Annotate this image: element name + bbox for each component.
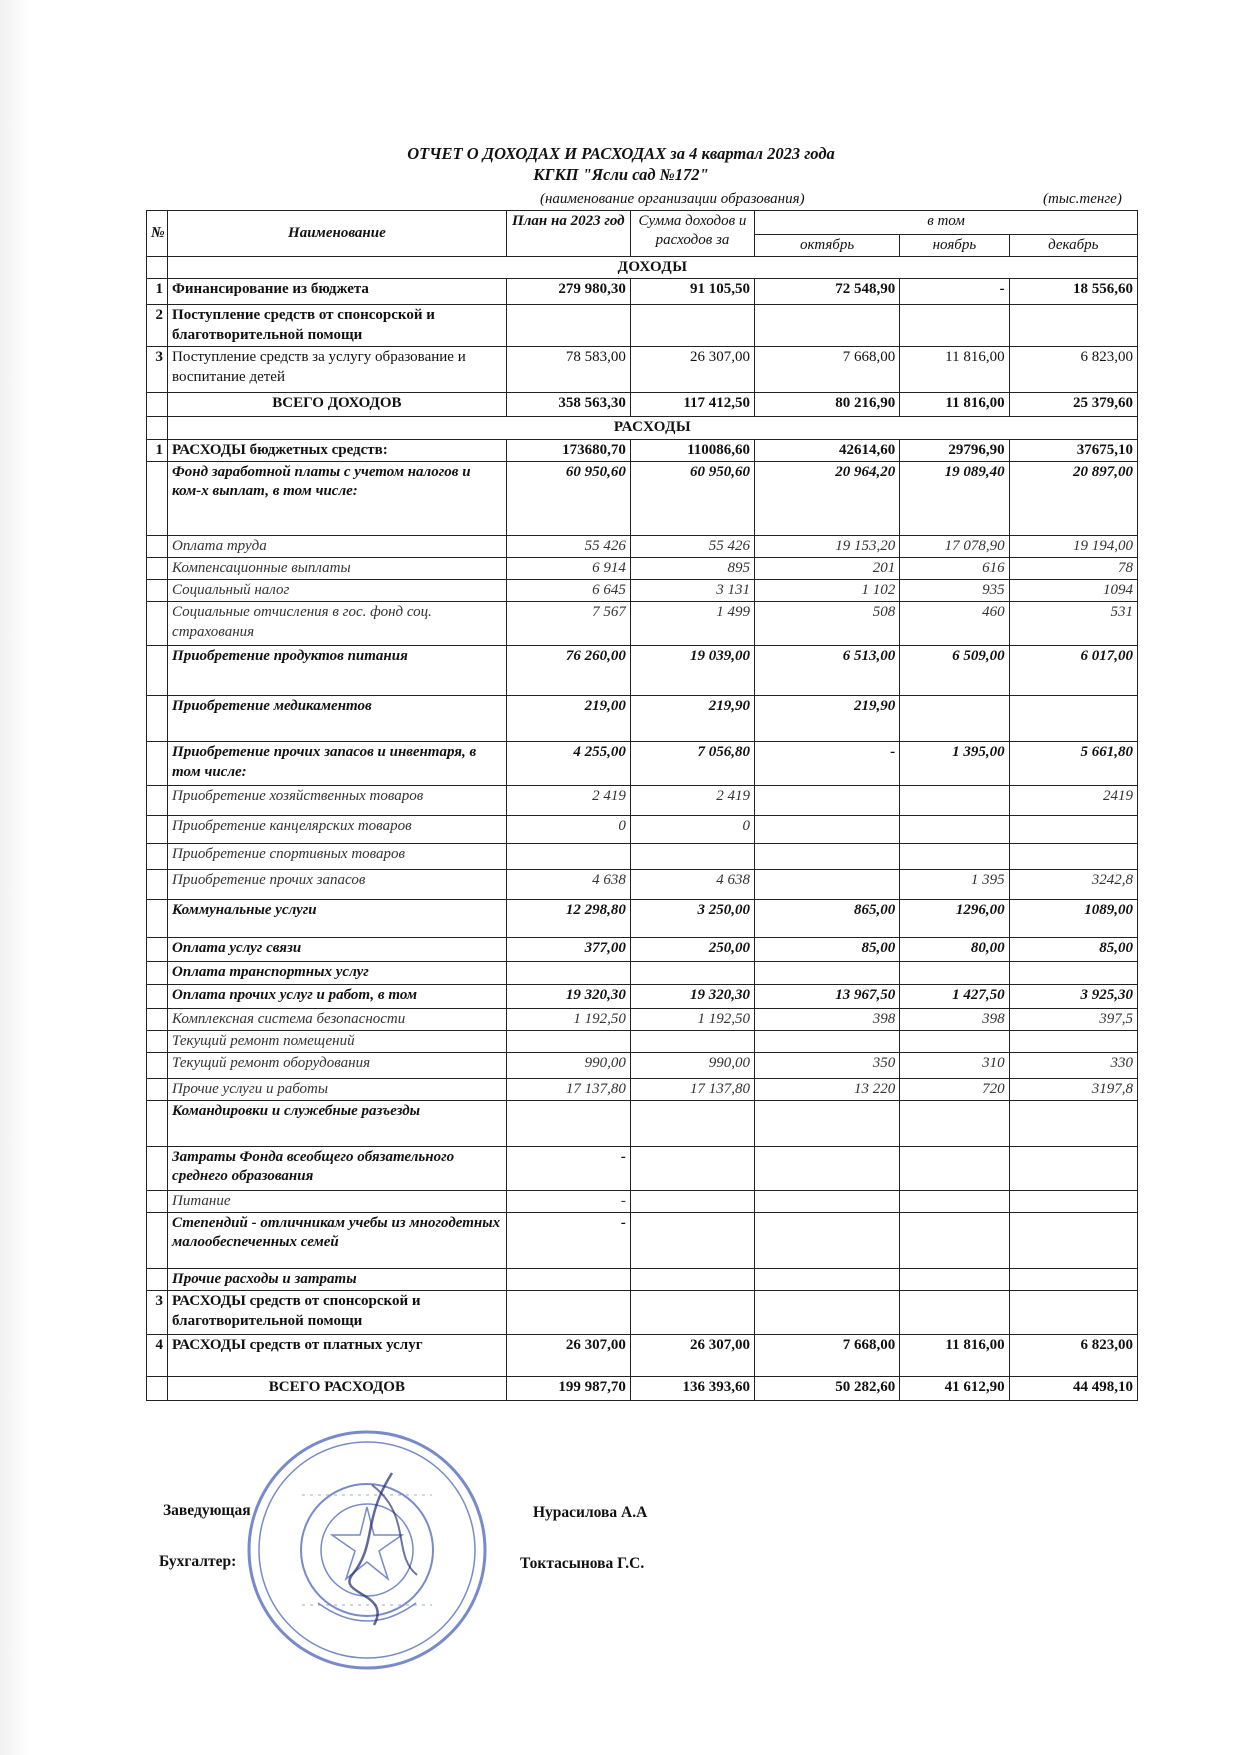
- cell-oct: 7 668,00: [755, 1335, 900, 1377]
- cell-dec: 5 661,80: [1009, 742, 1137, 786]
- cell-oct: [755, 1147, 900, 1191]
- cell-nov: 935: [900, 580, 1009, 602]
- table-row: [147, 962, 1138, 984]
- table-row: [147, 646, 1138, 696]
- row-name: Приобретение прочих запасов: [168, 870, 507, 900]
- table-row: [147, 696, 1138, 742]
- table-row: [147, 1191, 1138, 1213]
- cell-nov: [900, 816, 1009, 844]
- table-row: [147, 844, 1138, 870]
- table-row: [147, 870, 1138, 900]
- cell-nov: 17 078,90: [900, 535, 1009, 557]
- cell-dec: [1009, 305, 1137, 347]
- head-label: Заведующая: [163, 1502, 251, 1519]
- cell-dec: [1009, 962, 1137, 984]
- cell-dec: [1009, 696, 1137, 742]
- official-stamp: [242, 1425, 492, 1675]
- row-num: 1: [147, 439, 168, 461]
- cell-oct: -: [755, 742, 900, 786]
- cell-nov: [900, 1291, 1009, 1335]
- cell-oct: [755, 786, 900, 816]
- row-name: Приобретение продуктов питания: [168, 646, 507, 696]
- row-num: [147, 646, 168, 696]
- row-num: 2: [147, 305, 168, 347]
- table-row: [147, 1269, 1138, 1291]
- cell-sum: 219,90: [630, 696, 754, 742]
- cell-nov: 720: [900, 1078, 1009, 1100]
- cell-nov: [900, 1101, 1009, 1147]
- table-row: [147, 1052, 1138, 1078]
- cell-nov: 6 509,00: [900, 646, 1009, 696]
- cell-dec: 397,5: [1009, 1008, 1137, 1030]
- row-name: Оплата прочих услуг и работ, в том: [168, 984, 507, 1008]
- units-note: (тыс.тенге): [1043, 191, 1122, 207]
- table-row: [147, 1335, 1138, 1377]
- cell-sum: 4 638: [630, 870, 754, 900]
- total-nov: 41 612,90: [900, 1377, 1009, 1401]
- total-row: [147, 393, 1138, 417]
- row-name: Затраты Фонда всеобщего обязательного среднего образования: [168, 1147, 507, 1191]
- cell-oct: 13 967,50: [755, 984, 900, 1008]
- cell-oct: 865,00: [755, 900, 900, 938]
- cell-oct: 20 964,20: [755, 461, 900, 535]
- cell-sum: 990,00: [630, 1052, 754, 1078]
- row-num: [147, 1269, 168, 1291]
- expense-section-row: [147, 417, 1138, 439]
- cell-dec: [1009, 844, 1137, 870]
- cell-sum: 250,00: [630, 938, 754, 962]
- head-name: Нурасилова А.А: [533, 1504, 648, 1521]
- row-name: Оплата услуг связи: [168, 938, 507, 962]
- row-name: Компенсационные выплаты: [168, 557, 507, 579]
- cell-plan: [506, 1269, 630, 1291]
- cell-plan: [506, 844, 630, 870]
- cell-nov: [900, 844, 1009, 870]
- cell-dec: [1009, 1291, 1137, 1335]
- cell-dec: [1009, 1213, 1137, 1269]
- cell-oct: 350: [755, 1052, 900, 1078]
- cell-nov: 616: [900, 557, 1009, 579]
- cell-sum: [630, 1147, 754, 1191]
- cell-nov: 460: [900, 602, 1009, 646]
- table-row: [147, 535, 1138, 557]
- cell-plan: [506, 1030, 630, 1052]
- organization-caption: (наименование организации образования): [540, 191, 805, 207]
- row-num: [147, 1078, 168, 1100]
- row-name: Социальные отчисления в гос. фонд соц. страхования: [168, 602, 507, 646]
- cell-plan: -: [506, 1191, 630, 1213]
- cell-dec: 6 823,00: [1009, 347, 1137, 393]
- cell-nov: [900, 1147, 1009, 1191]
- cell-sum: [630, 1030, 754, 1052]
- cell-sum: [630, 1269, 754, 1291]
- col-header-name: Наименование: [168, 211, 507, 257]
- stamp-outer-ring: [249, 1432, 485, 1668]
- cell-sum: 19 039,00: [630, 646, 754, 696]
- row-num: [147, 938, 168, 962]
- cell-dec: 18 556,60: [1009, 279, 1137, 305]
- row-num: [147, 1101, 168, 1147]
- cell-oct: 6 513,00: [755, 646, 900, 696]
- cell-nov: -: [900, 279, 1009, 305]
- cell-nov: 1296,00: [900, 900, 1009, 938]
- total-plan: 358 563,30: [506, 393, 630, 417]
- cell-plan: 7 567: [506, 602, 630, 646]
- cell-sum: 0: [630, 816, 754, 844]
- cell-sum: 1 499: [630, 602, 754, 646]
- cell-plan: [506, 1291, 630, 1335]
- row-num: [147, 742, 168, 786]
- table-row: [147, 1213, 1138, 1269]
- cell-dec: 2419: [1009, 786, 1137, 816]
- cell-plan: 219,00: [506, 696, 630, 742]
- cell-sum: 55 426: [630, 535, 754, 557]
- row-name: Приобретение спортивных товаров: [168, 844, 507, 870]
- cell-oct: [755, 305, 900, 347]
- table-row: [147, 557, 1138, 579]
- row-num: [147, 1191, 168, 1213]
- cell-dec: 78: [1009, 557, 1137, 579]
- table-row: [147, 742, 1138, 786]
- cell-dec: 3 925,30: [1009, 984, 1137, 1008]
- cell-oct: [755, 1191, 900, 1213]
- table-row: [147, 347, 1138, 393]
- cell-plan: 6 645: [506, 580, 630, 602]
- cell-nov: [900, 1030, 1009, 1052]
- cell-oct: 72 548,90: [755, 279, 900, 305]
- row-name: Приобретение канцелярских товаров: [168, 816, 507, 844]
- cell-oct: [755, 1291, 900, 1335]
- row-name: Текущий ремонт оборудования: [168, 1052, 507, 1078]
- cell-dec: [1009, 1101, 1137, 1147]
- row-name: Питание: [168, 1191, 507, 1213]
- row-name: Степендий - отличникам учебы из многодетных малообеспеченных семей: [168, 1213, 507, 1269]
- cell-nov: [900, 1213, 1009, 1269]
- row-name: Фонд заработной платы с учетом налогов и ком-х выплат, в том числе:: [168, 461, 507, 535]
- cell-nov: 1 395: [900, 870, 1009, 900]
- cell-plan: 990,00: [506, 1052, 630, 1078]
- cell-plan: 4 255,00: [506, 742, 630, 786]
- row-name: Приобретение медикаментов: [168, 696, 507, 742]
- row-name: РАСХОДЫ бюджетных средств:: [168, 439, 507, 461]
- organization-name: КГКП "Ясли сад №172": [533, 165, 709, 184]
- accountant-label: Бухгалтер:: [159, 1553, 237, 1570]
- row-num: [147, 816, 168, 844]
- col-header-oct: октябрь: [755, 235, 900, 257]
- total-nov: 11 816,00: [900, 393, 1009, 417]
- cell-plan: 17 137,80: [506, 1078, 630, 1100]
- cell-nov: 1 395,00: [900, 742, 1009, 786]
- table-row: [147, 439, 1138, 461]
- row-num: [147, 900, 168, 938]
- cell-oct: [755, 1030, 900, 1052]
- row-num: [147, 461, 168, 535]
- col-header-num: №: [147, 211, 168, 257]
- table-row: [147, 1078, 1138, 1100]
- income-section-row: [147, 257, 1138, 279]
- cell-sum: 3 250,00: [630, 900, 754, 938]
- cell-plan: 1 192,50: [506, 1008, 630, 1030]
- cell-dec: 1089,00: [1009, 900, 1137, 938]
- table-row: [147, 900, 1138, 938]
- cell-plan: [506, 962, 630, 984]
- cell-sum: 895: [630, 557, 754, 579]
- row-name: Прочие расходы и затраты: [168, 1269, 507, 1291]
- cell-sum: 19 320,30: [630, 984, 754, 1008]
- cell-nov: 310: [900, 1052, 1009, 1078]
- cell-dec: 531: [1009, 602, 1137, 646]
- row-name: РАСХОДЫ средств от спонсорской и благотворительной помощи: [168, 1291, 507, 1335]
- scan-edge: [0, 0, 30, 1755]
- table-row: [147, 1008, 1138, 1030]
- cell-plan: -: [506, 1147, 630, 1191]
- cell-oct: 508: [755, 602, 900, 646]
- cell-nov: [900, 962, 1009, 984]
- row-num: [147, 1008, 168, 1030]
- row-num: [147, 1030, 168, 1052]
- cell-plan: 173680,70: [506, 439, 630, 461]
- cell-dec: [1009, 1191, 1137, 1213]
- cell-dec: 3242,8: [1009, 870, 1137, 900]
- cell-sum: [630, 1101, 754, 1147]
- accountant-name: Токтасынова Г.С.: [520, 1555, 645, 1572]
- col-header-plan: План на 2023 год: [506, 211, 630, 257]
- cell-nov: [900, 786, 1009, 816]
- cell-sum: 17 137,80: [630, 1078, 754, 1100]
- row-name: Комплексная система безопасности: [168, 1008, 507, 1030]
- cell-dec: 85,00: [1009, 938, 1137, 962]
- section-title: ДОХОДЫ: [168, 257, 1138, 279]
- cell-oct: 13 220: [755, 1078, 900, 1100]
- cell-oct: [755, 816, 900, 844]
- row-name: Поступление средств за услугу образование и воспитание детей: [168, 347, 507, 393]
- cell-dec: [1009, 816, 1137, 844]
- row-num: [147, 580, 168, 602]
- cell-plan: 6 914: [506, 557, 630, 579]
- row-name: РАСХОДЫ средств от платных услуг: [168, 1335, 507, 1377]
- table-row: [147, 1291, 1138, 1335]
- table-row: [147, 1101, 1138, 1147]
- table-row: [147, 816, 1138, 844]
- cell-sum: 91 105,50: [630, 279, 754, 305]
- row-num: [147, 696, 168, 742]
- row-num: [147, 844, 168, 870]
- report-title: ОТЧЕТ О ДОХОДАХ И РАСХОДАХ за 4 квартал 2023 года: [407, 144, 835, 163]
- total-dec: 44 498,10: [1009, 1377, 1137, 1401]
- cell-dec: [1009, 1147, 1137, 1191]
- row-num: [147, 984, 168, 1008]
- total-name: ВСЕГО РАСХОДОВ: [168, 1377, 507, 1401]
- cell-dec: 3197,8: [1009, 1078, 1137, 1100]
- cell-sum: [630, 1291, 754, 1335]
- cell-oct: 219,90: [755, 696, 900, 742]
- cell-oct: 19 153,20: [755, 535, 900, 557]
- row-num: 3: [147, 347, 168, 393]
- table-row: [147, 461, 1138, 535]
- cell-sum: [630, 1191, 754, 1213]
- row-num: [147, 1052, 168, 1078]
- table-row: [147, 279, 1138, 305]
- cell-nov: 11 816,00: [900, 1335, 1009, 1377]
- row-num: 1: [147, 279, 168, 305]
- col-header-group: в том: [755, 211, 1138, 235]
- row-num: [147, 870, 168, 900]
- cell-nov: [900, 305, 1009, 347]
- cell-plan: [506, 305, 630, 347]
- row-name: Приобретение хозяйственных товаров: [168, 786, 507, 816]
- cell-nov: 29796,90: [900, 439, 1009, 461]
- row-num: 3: [147, 1291, 168, 1335]
- cell-sum: 7 056,80: [630, 742, 754, 786]
- row-num: [147, 602, 168, 646]
- cell-nov: 11 816,00: [900, 347, 1009, 393]
- cell-oct: 7 668,00: [755, 347, 900, 393]
- cell-plan: 2 419: [506, 786, 630, 816]
- cell-plan: 55 426: [506, 535, 630, 557]
- row-num: [147, 1147, 168, 1191]
- row-num: [147, 786, 168, 816]
- total-sum: 136 393,60: [630, 1377, 754, 1401]
- cell-plan: 60 950,60: [506, 461, 630, 535]
- stamp-inner-ring: [259, 1442, 475, 1658]
- cell-oct: [755, 870, 900, 900]
- row-name: Оплата транспортных услуг: [168, 962, 507, 984]
- row-name: Командировки и служебные разъезды: [168, 1101, 507, 1147]
- cell-nov: 80,00: [900, 938, 1009, 962]
- col-header-sum: Сумма доходов и расходов за: [630, 211, 754, 257]
- cell-sum: [630, 962, 754, 984]
- row-num: 4: [147, 1335, 168, 1377]
- table-row: [147, 984, 1138, 1008]
- cell-plan: [506, 1101, 630, 1147]
- cell-oct: 398: [755, 1008, 900, 1030]
- cell-sum: 110086,60: [630, 439, 754, 461]
- table-body: [147, 257, 1138, 1401]
- cell-dec: 19 194,00: [1009, 535, 1137, 557]
- cell-dec: 20 897,00: [1009, 461, 1137, 535]
- total-row: [147, 1377, 1138, 1401]
- total-oct: 50 282,60: [755, 1377, 900, 1401]
- row-name: Прочие услуги и работы: [168, 1078, 507, 1100]
- table-row: [147, 938, 1138, 962]
- total-oct: 80 216,90: [755, 393, 900, 417]
- cell-plan: 377,00: [506, 938, 630, 962]
- col-header-dec: декабрь: [1009, 235, 1137, 257]
- cell-oct: 42614,60: [755, 439, 900, 461]
- table-row: [147, 580, 1138, 602]
- cell-oct: [755, 962, 900, 984]
- row-name: Социальный налог: [168, 580, 507, 602]
- report-table: [146, 210, 1138, 1401]
- cell-nov: [900, 696, 1009, 742]
- total-sum: 117 412,50: [630, 393, 754, 417]
- cell-dec: 37675,10: [1009, 439, 1137, 461]
- cell-oct: [755, 1213, 900, 1269]
- table-row: [147, 602, 1138, 646]
- cell-nov: 398: [900, 1008, 1009, 1030]
- cell-plan: 76 260,00: [506, 646, 630, 696]
- row-name: Приобретение прочих запасов и инвентаря, в том числе:: [168, 742, 507, 786]
- signature-stroke: [349, 1473, 392, 1625]
- cell-oct: [755, 1101, 900, 1147]
- row-name: Текущий ремонт помещений: [168, 1030, 507, 1052]
- table-row: [147, 786, 1138, 816]
- cell-plan: 0: [506, 816, 630, 844]
- cell-oct: [755, 1269, 900, 1291]
- row-num: [147, 962, 168, 984]
- cell-sum: [630, 844, 754, 870]
- cell-dec: 6 823,00: [1009, 1335, 1137, 1377]
- cell-dec: 6 017,00: [1009, 646, 1137, 696]
- table-row: [147, 1030, 1138, 1052]
- row-num: [147, 535, 168, 557]
- cell-plan: 279 980,30: [506, 279, 630, 305]
- cell-plan: 26 307,00: [506, 1335, 630, 1377]
- row-num: [147, 1213, 168, 1269]
- cell-plan: -: [506, 1213, 630, 1269]
- cell-plan: 4 638: [506, 870, 630, 900]
- cell-dec: [1009, 1030, 1137, 1052]
- row-name: Коммунальные услуги: [168, 900, 507, 938]
- table-row: [147, 1147, 1138, 1191]
- section-title: РАСХОДЫ: [168, 417, 1138, 439]
- cell-dec: 330: [1009, 1052, 1137, 1078]
- stamp-emblem: [321, 1504, 413, 1596]
- cell-nov: 1 427,50: [900, 984, 1009, 1008]
- cell-dec: [1009, 1269, 1137, 1291]
- cell-sum: 60 950,60: [630, 461, 754, 535]
- col-header-nov: ноябрь: [900, 235, 1009, 257]
- cell-sum: 3 131: [630, 580, 754, 602]
- cell-plan: 78 583,00: [506, 347, 630, 393]
- table-row: [147, 305, 1138, 347]
- cell-dec: 1094: [1009, 580, 1137, 602]
- cell-sum: 2 419: [630, 786, 754, 816]
- cell-sum: 26 307,00: [630, 347, 754, 393]
- cell-oct: [755, 844, 900, 870]
- total-dec: 25 379,60: [1009, 393, 1137, 417]
- cell-sum: [630, 1213, 754, 1269]
- row-name: Финансирование из бюджета: [168, 279, 507, 305]
- cell-sum: 1 192,50: [630, 1008, 754, 1030]
- total-name: ВСЕГО ДОХОДОВ: [168, 393, 507, 417]
- row-num: [147, 557, 168, 579]
- cell-sum: [630, 305, 754, 347]
- row-name: Оплата труда: [168, 535, 507, 557]
- cell-plan: 12 298,80: [506, 900, 630, 938]
- cell-oct: 85,00: [755, 938, 900, 962]
- cell-plan: 19 320,30: [506, 984, 630, 1008]
- total-plan: 199 987,70: [506, 1377, 630, 1401]
- cell-oct: 201: [755, 557, 900, 579]
- cell-sum: 26 307,00: [630, 1335, 754, 1377]
- row-name: Поступление средств от спонсорской и благотворительной помощи: [168, 305, 507, 347]
- cell-nov: [900, 1191, 1009, 1213]
- cell-nov: [900, 1269, 1009, 1291]
- cell-nov: 19 089,40: [900, 461, 1009, 535]
- cell-oct: 1 102: [755, 580, 900, 602]
